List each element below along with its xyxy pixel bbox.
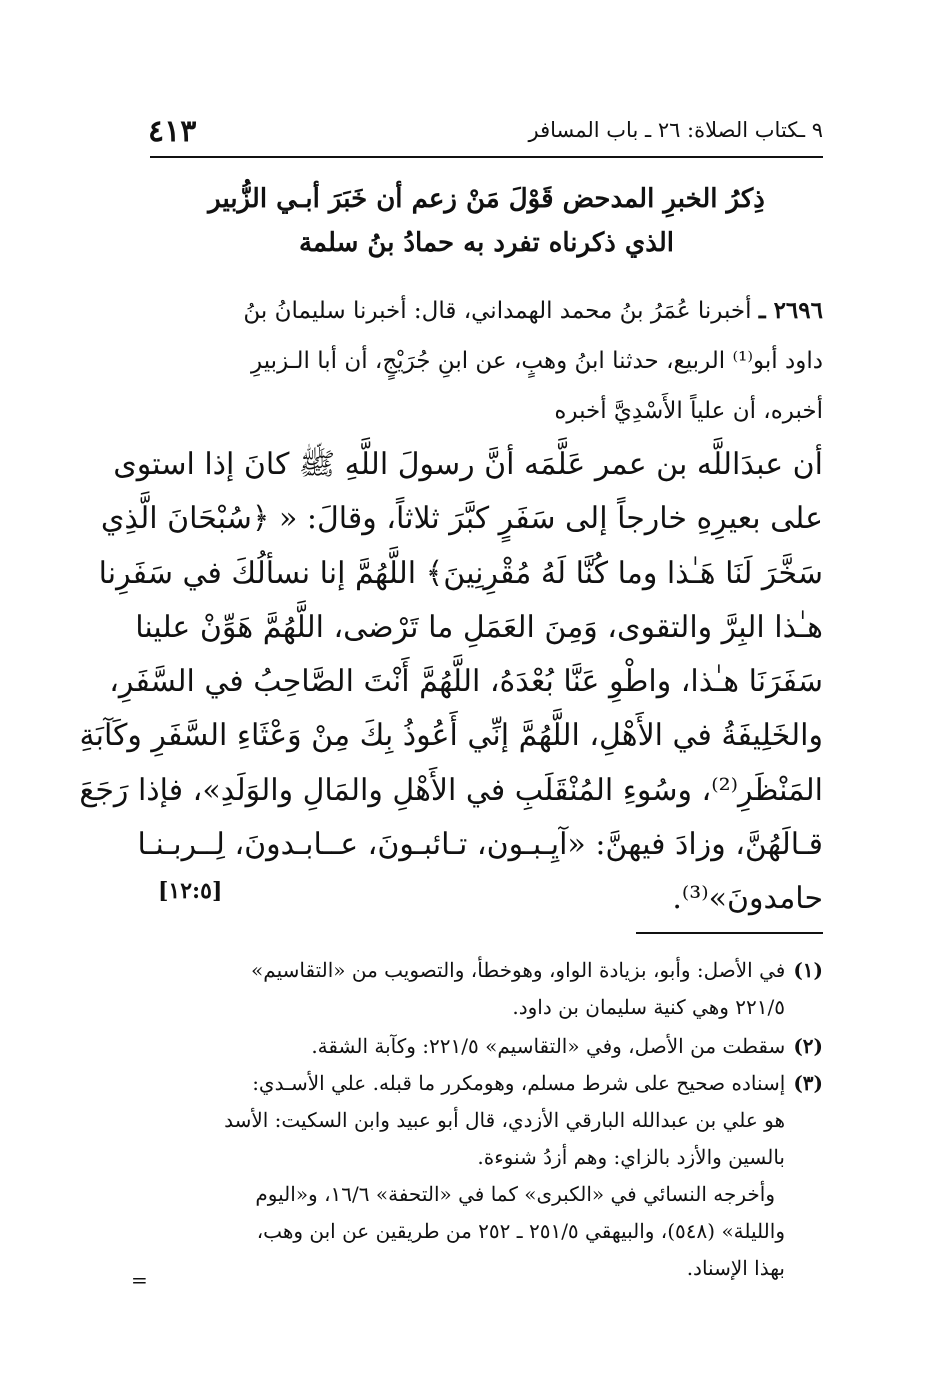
chapter-title-line-2: الذي ذكرناه تفرد به حمادُ بنُ سلمة — [298, 228, 675, 258]
continuation-marker: = — [131, 1268, 148, 1292]
footnote-3 — [150, 1065, 823, 1287]
footnote-text: ٢٢١/٥ وهي كنية سليمان بن داود. — [512, 995, 785, 1019]
isnad-line-3: أخبره، أن علياً الأَسْدِيَّ أخبره — [554, 398, 823, 424]
footnote-number: (٣) — [793, 1071, 823, 1095]
matn-line: سَفَرَنَا هـٰذا، واطْوِ عَنَّا بُعْدَهُ، اللَّهُمَّ أَنْتَ الصَّاحِبُ في السَّفَرِ، — [109, 664, 823, 700]
footnote-rule — [636, 932, 823, 934]
footnote-number: (٢) — [793, 1034, 823, 1058]
footnote-text: هو علي بن عبدالله البارقي الأزدي، قال أبو عبيد وابن السكيت: الأسد — [224, 1108, 785, 1132]
matn-line: سَخَّرَ لَنَا هَـٰذا وما كُنَّا لَهُ مُقْرِنِينَ﴾ اللَّهُمَّ إنا نسألُكَ في سَفَرِنا — [98, 555, 823, 591]
footnote-text: سقطت من الأصل، وفي «التقاسيم» ٢٢١/٥: وكآبة الشقة. — [311, 1034, 786, 1058]
matn-text — [79, 438, 823, 927]
footnote-2 — [150, 1028, 823, 1065]
footnote-1 — [150, 952, 823, 1026]
footnote-text: في الأصل: وأبو، بزيادة الواو، وهوخطأ، والتصويب من «التقاسيم» — [251, 958, 786, 982]
matn-line: المَنْظَرِ⁽²⁾، وسُوءِ المُنْقَلَبِ في الأَهْلِ والمَالِ والوَلَدِ»، فإذا رَجَعَ — [79, 772, 823, 808]
matn-line: أن عبدَاللَّه بن عمر عَلَّمَه أنَّ رسولَ اللَّهِ ﷺ كانَ إذا استوى — [113, 447, 823, 482]
isnad-line-1 — [150, 286, 823, 336]
matn-line: قـالَهُنَّ، وزادَ فيهنَّ: «آيِـبـون، تـائبـونَ، عــابـدونَ، لِــربـنـا — [137, 827, 823, 863]
footnote-text: بهذا الإسناد. — [686, 1256, 785, 1280]
footnote-text: وأخرجه النسائي في «الكبرى» كما في «التحفة» ١٦/٦، و«اليوم — [255, 1182, 775, 1206]
hadith-reference: [١٢:٥] — [158, 878, 223, 904]
isnad-text-1: أخبرنا عُمَرُ بنُ محمد الهمداني، قال: أخبرنا سليمانُ بنُ — [243, 298, 752, 324]
matn-line: حامدونَ»⁽³⁾. — [672, 881, 823, 917]
header-rule — [150, 156, 823, 158]
matn-line: على بعيرِهِ خارجاً إلى سَفَرٍ كبَّرَ ثلاثاً، وقالَ: « ﴿سُبْحَانَ الَّذِي — [100, 501, 823, 537]
footnote-text: بالسين والأزد بالزاي: وهم أزدُ شنوءة. — [477, 1145, 785, 1169]
footnote-number: (١) — [793, 958, 823, 982]
isnad-line-2: داود أبو⁽¹⁾ الربيع، حدثنا ابنُ وهبٍ، عن ابنِ جُرَيْجٍ، أن أبا الـزبيرِ — [251, 348, 823, 374]
chapter-title-line-1: ذِكرُ الخبرِ المدحض قَوْلَ مَنْ زعم أن خَبَرَ أبـي الزُّبير — [208, 184, 765, 214]
running-title: ٩ ـكتاب الصلاة: ٢٦ ـ باب المسافر — [528, 118, 823, 142]
footnote-text: إسناده صحيح على شرط مسلم، وهومكرر ما قبله. علي الأسـدي: — [252, 1071, 786, 1095]
matn-line: والخَلِيفَةُ في الأَهْلِ، اللَّهُمَّ إنِّي أَعُوذُ بِكَ مِنْ وَعْثَاءِ السَّفَرِ وكَآبَةِ — [79, 718, 823, 754]
matn-line: هـٰذا البِرَّ والتقوى، وَمِنَ العَمَلِ ما تَرْضى، اللَّهُمَّ هَوِّنْ علينا — [135, 609, 823, 645]
hadith-number: ٢٦٩٦ ـ — [758, 297, 823, 324]
footnote-text: والليلة» (٥٤٨)، والبيهقي ٢٥١/٥ ـ ٢٥٢ من طريقين عن ابن وهب، — [256, 1219, 785, 1243]
page-number: ٤١٣ — [148, 114, 197, 149]
